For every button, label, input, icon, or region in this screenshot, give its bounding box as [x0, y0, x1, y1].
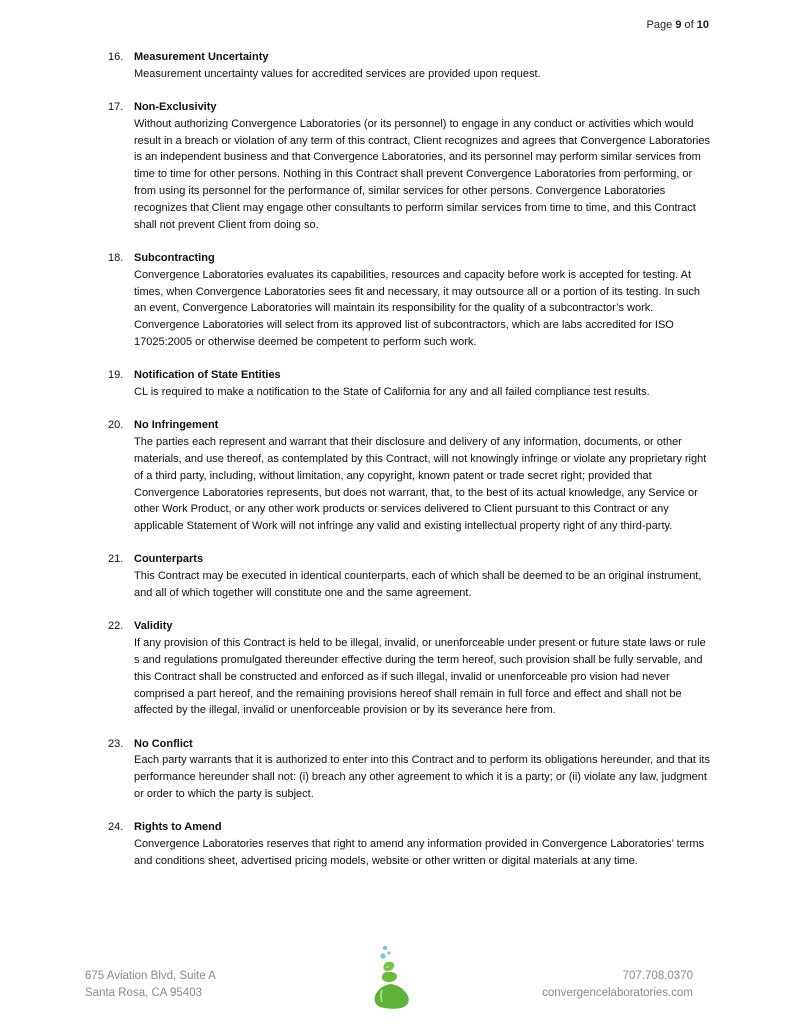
section-title: Validity — [134, 620, 173, 633]
section-number: 17. — [108, 101, 124, 114]
address-line-2: Santa Rosa, CA 95403 — [85, 987, 202, 999]
section-number: 16. — [108, 51, 124, 63]
section-title: Rights to Amend — [134, 821, 222, 834]
page-label: Page — [646, 19, 673, 31]
footer-contact — [542, 968, 693, 1002]
section-body: The parties each represent and warrant that their disclosure and delivery of any information, documents, or other materials, and use thereof, as contemplated by this Contract, will not knowingly infringe or violate any proprietary right of a third party, including, without limitation, any copyright, known patent or trade secret right; provided that Convergence Laboratories represents, but does not warrant, that, to the best of its actual knowledge, any Service or other Work Product, or any other work products or services delivered to Client pursuant to this Contract or any applicable Statement of Work will not infringe any valid and existing intellectual property right of any third-party. — [134, 436, 707, 533]
section-body: CL is required to make a notification to the State of California for any and all failed compliance test results. — [134, 386, 650, 399]
section-notification-of-state-entities — [108, 367, 712, 401]
section-title: Measurement Uncertainty — [134, 51, 269, 63]
flask-logo-icon — [368, 944, 416, 1010]
section-measurement-uncertainty — [108, 49, 712, 83]
section-body: Each party warrants that it is authorized to enter into this Contract and to perform its obligations hereunder, and that its performance hereunder shall not: (i) breach any other agreement to which it is a party; or (ii) violate any law, judgment or order to which the party is subject. — [134, 754, 710, 800]
section-number: 24. — [108, 821, 124, 834]
section-non-exclusivity — [108, 99, 712, 233]
section-no-infringement — [108, 417, 712, 535]
footer-address — [85, 968, 216, 1002]
section-number: 18. — [108, 251, 124, 264]
section-body: If any provision of this Contract is held to be illegal, invalid, or unenforceable under present or future state laws or rule s and regulations promulgated thereunder effective during the term hereof, such provision shall be fully servable, and this Contract shall be constructed and enforced as if such illegal, invalid or unenforceable pro vision had never comprised a part hereof, and the remaining provisions hereof shall remain in full force and effect and shall not be affected by the illegal, invalid or unenforceable provision or by its severance here from. — [134, 637, 706, 717]
section-counterparts — [108, 551, 712, 601]
section-body: Convergence Laboratories reserves that right to amend any information provided in Convergence Laboratories’ terms and conditions sheet, advertised pricing models, website or other written or digital materials at any time. — [134, 838, 705, 867]
section-number: 20. — [108, 419, 124, 432]
page-current: 9 — [675, 19, 682, 31]
section-body: Measurement uncertainty values for accredited services are provided upon request. — [134, 67, 541, 80]
section-title: Subcontracting — [134, 251, 215, 264]
section-number: 23. — [108, 737, 124, 750]
section-validity — [108, 618, 712, 719]
page-of: of — [684, 19, 694, 31]
section-title: Counterparts — [134, 553, 204, 566]
section-number: 21. — [108, 553, 124, 566]
page-number — [647, 19, 709, 31]
section-body: This Contract may be executed in identical counterparts, each of which shall be deemed to be an original instrument, and all of which together will constitute one and the same agreement. — [134, 570, 702, 600]
section-title: No Infringement — [134, 419, 219, 432]
section-title: No Conflict — [134, 737, 193, 750]
section-number: 19. — [108, 369, 124, 382]
section-no-conflict — [108, 736, 712, 803]
section-subcontracting — [108, 250, 712, 351]
footer-website[interactable]: convergencelaboratories.com — [542, 987, 693, 999]
section-title: Non-Exclusivity — [134, 101, 217, 114]
footer-phone: 707.708.0370 — [622, 970, 693, 982]
section-title: Notification of State Entities — [134, 369, 281, 382]
contract-sections — [108, 49, 712, 886]
section-body: Convergence Laboratories evaluates its capabilities, resources and capacity before work is accepted for testing. At times, when Convergence Laboratories sees fit and necessary, it may outsource all or a portion of its testing. In such an event, Convergence Laboratories will maintain its responsibility for the quality of a subcontractor’s work. Convergence Laboratories will select from its approved list of subcontractors, which are labs accredited for ISO 17025:2005 or otherwise deemed be competent to perform such work. — [134, 268, 700, 348]
section-body: Without authorizing Convergence Laboratories (or its personnel) to engage in any conduct or activities which would result in a breach or violation of any term of this contract, Client recognizes and agrees that Convergence Laboratories is an independent business and that Convergence Laboratories, and its personnel may perform similar services from time to time for other persons. Nothing in this Contract shall prevent Convergence Laboratories from performing, or from using its personnel for the performance of, similar services for other persons. Convergence Laboratories recognizes that Client may engage other consultants to perform similar services from time to time, and this Contract shall not prevent Client from doing so. — [134, 117, 710, 231]
page-total: 10 — [696, 19, 709, 31]
section-number: 22. — [108, 620, 124, 633]
section-rights-to-amend — [108, 819, 712, 869]
address-line-1: 675 Aviation Blvd, Suite A — [85, 970, 216, 982]
